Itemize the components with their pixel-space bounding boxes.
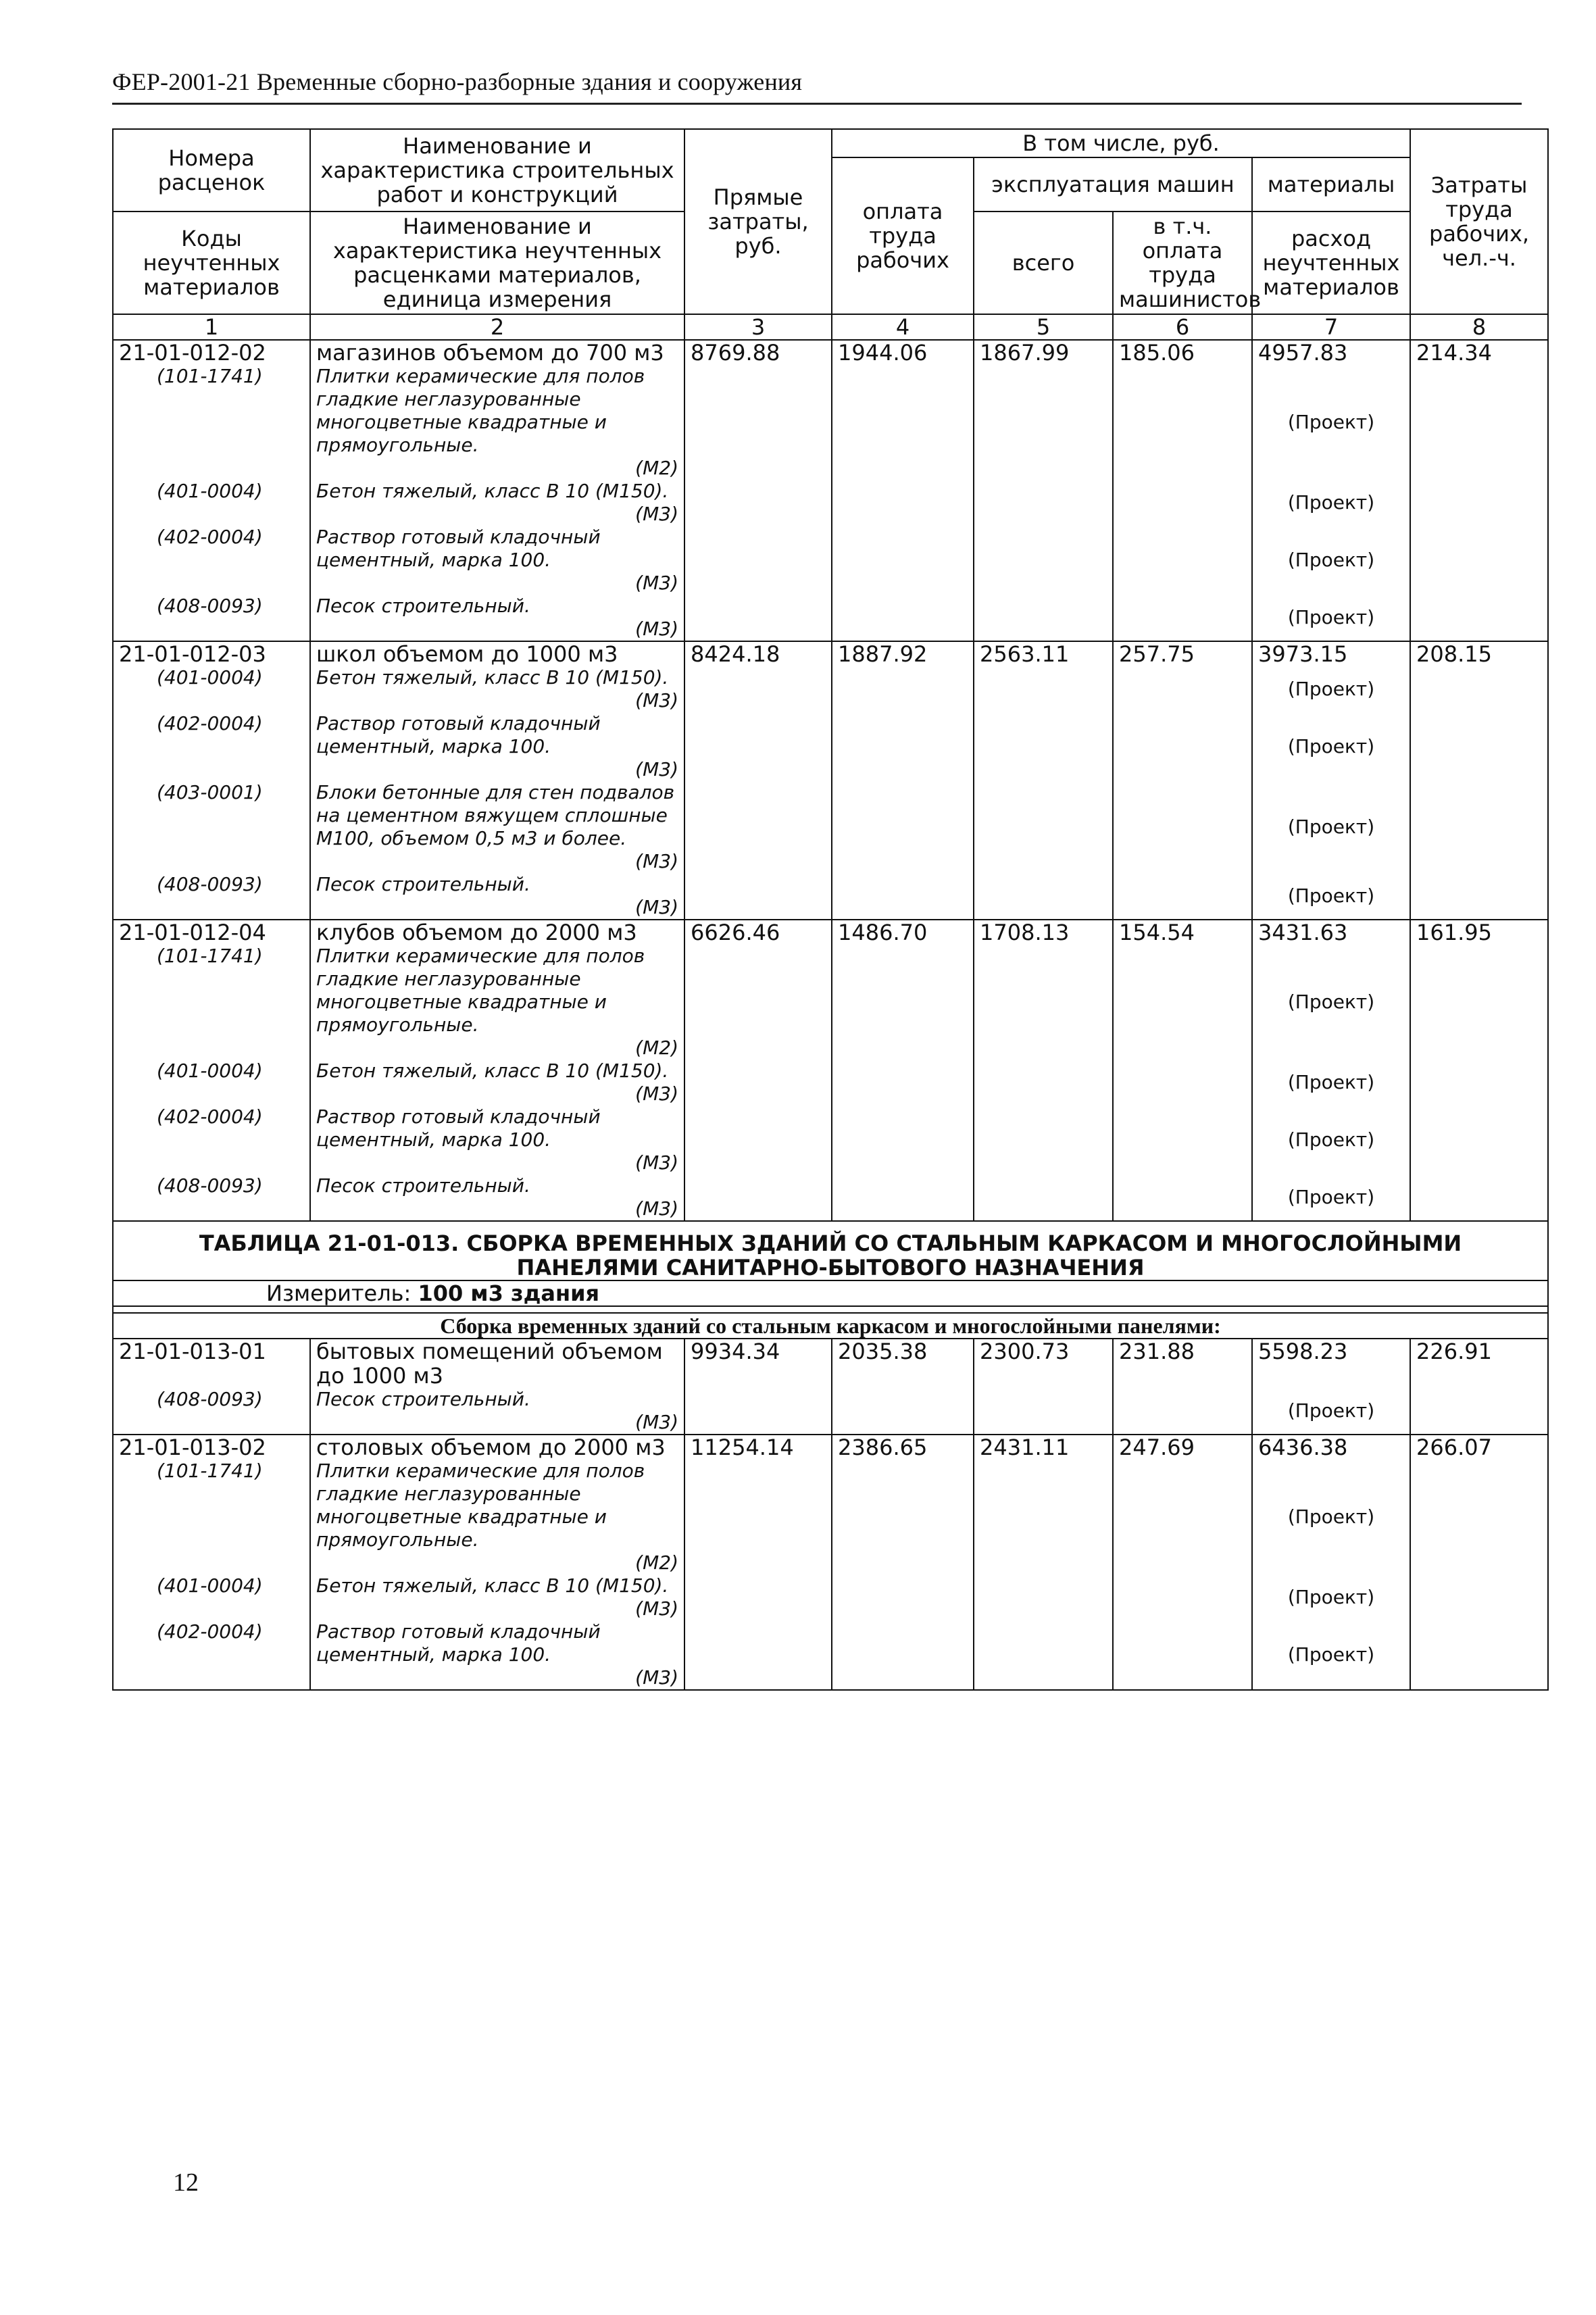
material-usage-value: (Проект) xyxy=(1287,1071,1375,1093)
material-code: (401-0004) xyxy=(157,1574,263,1597)
material-name: Раствор готовый кладочный цементный, марка 100. xyxy=(316,1105,601,1151)
rate-name-cell xyxy=(310,1339,684,1435)
rate-code-cell xyxy=(113,641,310,920)
direct-cost: 8769.88 xyxy=(691,340,780,366)
operator-pay-cell xyxy=(1113,340,1252,641)
header-material-codes: Коды неучтенных материалов xyxy=(113,211,310,314)
header-machines-total: всего xyxy=(974,211,1113,314)
material-unit: (М2) xyxy=(635,457,678,479)
material-code: (403-0001) xyxy=(157,781,263,803)
labor-hours-cell xyxy=(1410,1435,1548,1690)
rate-name: школ объемом до 1000 м3 xyxy=(316,641,618,667)
column-number: 8 xyxy=(1410,314,1548,340)
material-name: Песок строительный. xyxy=(316,1174,530,1197)
direct-cost-cell xyxy=(684,1339,832,1435)
machines-total: 2300.73 xyxy=(980,1339,1070,1364)
material-usage-value: (Проект) xyxy=(1287,1186,1375,1208)
rate-name-cell xyxy=(310,1435,684,1690)
material-usage-value: (Проект) xyxy=(1287,549,1375,571)
material-name: Бетон тяжелый, класс В 10 (М150). xyxy=(316,480,669,502)
machines-total-cell xyxy=(974,641,1113,920)
operator-pay: 185.06 xyxy=(1119,340,1195,366)
material-usage-value: (Проект) xyxy=(1287,1505,1375,1528)
material-unit: (М3) xyxy=(635,1597,678,1620)
worker-pay: 1486.70 xyxy=(838,920,928,945)
material-unit: (М2) xyxy=(635,1037,678,1059)
rate-row xyxy=(113,340,1548,641)
machines-total: 2563.11 xyxy=(980,641,1070,667)
material-usage-value: (Проект) xyxy=(1287,491,1375,514)
material-usage-value: (Проект) xyxy=(1287,678,1375,700)
rate-code-cell xyxy=(113,340,310,641)
direct-cost: 9934.34 xyxy=(691,1339,780,1364)
rate-code: 21-01-013-01 xyxy=(119,1339,266,1364)
column-number: 4 xyxy=(832,314,974,340)
measure-value: 100 м3 здания xyxy=(418,1280,600,1306)
material-code: (408-0093) xyxy=(157,1388,263,1410)
rate-code-cell xyxy=(113,1339,310,1435)
worker-pay: 2386.65 xyxy=(838,1435,928,1460)
worker-pay-cell xyxy=(832,1435,974,1690)
header-material-names: Наименование и характеристика неучтенных расценками материалов, единица измерения xyxy=(310,211,684,314)
material-usage-value: (Проект) xyxy=(1287,816,1375,838)
machines-total-cell xyxy=(974,920,1113,1221)
machines-total-cell xyxy=(974,1339,1113,1435)
operator-pay-cell xyxy=(1113,641,1252,920)
labor-hours: 226.91 xyxy=(1416,1339,1492,1364)
header-rule xyxy=(112,103,1522,105)
labor-hours: 214.34 xyxy=(1416,340,1492,366)
worker-pay: 1887.92 xyxy=(838,641,928,667)
header-rate-numbers: Номера расценок xyxy=(113,129,310,211)
column-number: 2 xyxy=(310,314,684,340)
labor-hours-cell xyxy=(1410,1339,1548,1435)
rate-name: бытовых помещений объемом до 1000 м3 xyxy=(316,1339,663,1389)
header-material-usage: расход неучтенных материалов xyxy=(1252,211,1410,314)
material-unit: (М3) xyxy=(635,503,678,525)
labor-hours-cell xyxy=(1410,641,1548,920)
column-number: 3 xyxy=(684,314,832,340)
material-usage-value: (Проект) xyxy=(1287,885,1375,907)
material-name: Раствор готовый кладочный цементный, марка 100. xyxy=(316,712,601,757)
rate-code: 21-01-012-04 xyxy=(119,920,266,945)
material-usage-value: (Проект) xyxy=(1287,991,1375,1013)
operator-pay-cell xyxy=(1113,1339,1252,1435)
table-header xyxy=(113,129,1548,340)
material-cost: 3431.63 xyxy=(1258,920,1348,945)
header-direct-costs: Прямые затраты, руб. xyxy=(684,129,832,314)
labor-hours-cell xyxy=(1410,340,1548,641)
rate-name: клубов объемом до 2000 м3 xyxy=(316,920,637,945)
header-work-name: Наименование и характеристика строительных работ и конструкций xyxy=(310,129,684,211)
rate-row xyxy=(113,1435,1548,1690)
header-operator-pay: в т.ч. оплата труда машинистов xyxy=(1113,211,1252,314)
operator-pay-cell xyxy=(1113,920,1252,1221)
material-name: Плитки керамические для полов гладкие неглазурованные многоцветные квадратные и прямоугольные. xyxy=(316,365,645,456)
material-name: Плитки керамические для полов гладкие неглазурованные многоцветные квадратные и прямоугольные. xyxy=(316,1460,645,1551)
header-labor-hours: Затраты труда рабочих, чел.-ч. xyxy=(1410,129,1548,314)
rates-table xyxy=(112,128,1549,1691)
machines-total-cell xyxy=(974,1435,1113,1690)
material-usage-value: (Проект) xyxy=(1287,1399,1375,1422)
rate-code-cell xyxy=(113,1435,310,1690)
column-number: 7 xyxy=(1252,314,1410,340)
operator-pay-cell xyxy=(1113,1435,1252,1690)
rate-code-cell xyxy=(113,920,310,1221)
operator-pay: 154.54 xyxy=(1119,920,1195,945)
material-code: (401-0004) xyxy=(157,1060,263,1082)
material-code: (408-0093) xyxy=(157,1174,263,1197)
direct-cost-cell xyxy=(684,340,832,641)
table-013-heading xyxy=(113,1221,1548,1339)
material-name: Раствор готовый кладочный цементный, марка 100. xyxy=(316,526,601,571)
machines-total: 1867.99 xyxy=(980,340,1070,366)
section-title: Сборка временных зданий со стальным каркасом и многослойными панелями: xyxy=(113,1313,1548,1339)
material-name: Бетон тяжелый, класс В 10 (М150). xyxy=(316,1574,669,1597)
material-code: (402-0004) xyxy=(157,712,263,735)
rate-code: 21-01-012-02 xyxy=(119,340,266,366)
material-name: Песок строительный. xyxy=(316,873,530,895)
spacer-row xyxy=(113,1306,1548,1313)
worker-pay-cell xyxy=(832,920,974,1221)
header-materials: материалы xyxy=(1252,157,1410,211)
material-unit: (М3) xyxy=(635,850,678,872)
material-name: Плитки керамические для полов гладкие неглазурованные многоцветные квадратные и прямоугольные. xyxy=(316,945,645,1036)
material-usage-value: (Проект) xyxy=(1287,1586,1375,1608)
material-cost: 4957.83 xyxy=(1258,340,1348,366)
rate-name: магазинов объемом до 700 м3 xyxy=(316,340,664,366)
operator-pay: 247.69 xyxy=(1119,1435,1195,1460)
material-unit: (М3) xyxy=(635,1151,678,1174)
material-cost: 5598.23 xyxy=(1258,1339,1348,1364)
table-title: ТАБЛИЦА 21-01-013. СБОРКА ВРЕМЕННЫХ ЗДАНИЙ СО СТАЛЬНЫМ КАРКАСОМ И МНОГОСЛОЙНЫМИ ПАНЕЛЯМИ САНИТАРНО-БЫТОВОГО НАЗНАЧЕНИЯ xyxy=(113,1221,1548,1280)
material-cost-cell xyxy=(1252,920,1410,1221)
material-code: (101-1741) xyxy=(157,365,263,387)
measure-line xyxy=(113,1280,1548,1306)
rows-table-013 xyxy=(113,1339,1548,1690)
running-header: ФЕР-2001-21 Временные сборно-разборные здания и сооружения xyxy=(112,68,803,95)
direct-cost: 6626.46 xyxy=(691,920,780,945)
material-usage-value: (Проект) xyxy=(1287,606,1375,628)
machines-total: 2431.11 xyxy=(980,1435,1070,1460)
direct-cost: 11254.14 xyxy=(691,1435,794,1460)
material-usage-value: (Проект) xyxy=(1287,1128,1375,1151)
material-cost-cell xyxy=(1252,641,1410,920)
header-including: В том числе, руб. xyxy=(832,129,1410,157)
worker-pay-cell xyxy=(832,340,974,641)
operator-pay: 257.75 xyxy=(1119,641,1195,667)
worker-pay-cell xyxy=(832,1339,974,1435)
rate-name-cell xyxy=(310,340,684,641)
rows-table-012 xyxy=(113,340,1548,1221)
labor-hours: 266.07 xyxy=(1416,1435,1492,1460)
direct-cost-cell xyxy=(684,641,832,920)
material-name: Блоки бетонные для стен подвалов на цементном вяжущем сплошные М100, объемом 0,5 м3 и более. xyxy=(316,781,675,849)
header-worker-pay: оплата труда рабочих xyxy=(832,157,974,314)
rate-name: столовых объемом до 2000 м3 xyxy=(316,1435,666,1460)
material-cost: 3973.15 xyxy=(1258,641,1348,667)
rate-name-cell xyxy=(310,641,684,920)
material-name: Песок строительный. xyxy=(316,1388,530,1410)
material-code: (402-0004) xyxy=(157,1105,263,1128)
column-number: 6 xyxy=(1113,314,1252,340)
material-code: (401-0004) xyxy=(157,480,263,502)
material-unit: (М3) xyxy=(635,572,678,594)
rate-row xyxy=(113,920,1548,1221)
rate-row xyxy=(113,1339,1548,1435)
column-number: 5 xyxy=(974,314,1113,340)
rate-row xyxy=(113,641,1548,920)
material-name: Бетон тяжелый, класс В 10 (М150). xyxy=(316,666,669,689)
page-number: 12 xyxy=(173,2168,199,2197)
column-number: 1 xyxy=(113,314,310,340)
material-unit: (М3) xyxy=(635,689,678,712)
material-code: (408-0093) xyxy=(157,873,263,895)
operator-pay: 231.88 xyxy=(1119,1339,1195,1364)
material-usage-value: (Проект) xyxy=(1287,735,1375,757)
material-name: Песок строительный. xyxy=(316,595,530,617)
material-usage-value: (Проект) xyxy=(1287,411,1375,433)
machines-total-cell xyxy=(974,340,1113,641)
material-usage-value: (Проект) xyxy=(1287,1643,1375,1666)
worker-pay: 2035.38 xyxy=(838,1339,928,1364)
material-code: (401-0004) xyxy=(157,666,263,689)
material-unit: (М3) xyxy=(635,618,678,640)
measure-label: Измеритель: xyxy=(266,1280,412,1306)
header-machines: эксплуатация машин xyxy=(974,157,1252,211)
labor-hours-cell xyxy=(1410,920,1548,1221)
direct-cost-cell xyxy=(684,1435,832,1690)
material-code: (101-1741) xyxy=(157,1460,263,1482)
material-code: (402-0004) xyxy=(157,526,263,548)
labor-hours: 161.95 xyxy=(1416,920,1492,945)
direct-cost: 8424.18 xyxy=(691,641,780,667)
material-cost-cell xyxy=(1252,340,1410,641)
material-name: Бетон тяжелый, класс В 10 (М150). xyxy=(316,1060,669,1082)
material-code: (408-0093) xyxy=(157,595,263,617)
machines-total: 1708.13 xyxy=(980,920,1070,945)
material-name: Раствор готовый кладочный цементный, марка 100. xyxy=(316,1620,601,1666)
material-unit: (М3) xyxy=(635,1082,678,1105)
material-unit: (М3) xyxy=(635,1197,678,1220)
rate-code: 21-01-013-02 xyxy=(119,1435,266,1460)
material-cost-cell xyxy=(1252,1339,1410,1435)
rate-code: 21-01-012-03 xyxy=(119,641,266,667)
direct-cost-cell xyxy=(684,920,832,1221)
material-unit: (М3) xyxy=(635,758,678,780)
material-code: (402-0004) xyxy=(157,1620,263,1643)
worker-pay-cell xyxy=(832,641,974,920)
material-unit: (М2) xyxy=(635,1551,678,1574)
material-code: (101-1741) xyxy=(157,945,263,967)
material-unit: (М3) xyxy=(635,896,678,918)
material-cost: 6436.38 xyxy=(1258,1435,1348,1460)
material-unit: (М3) xyxy=(635,1666,678,1689)
labor-hours: 208.15 xyxy=(1416,641,1492,667)
material-cost-cell xyxy=(1252,1435,1410,1690)
rate-name-cell xyxy=(310,920,684,1221)
worker-pay: 1944.06 xyxy=(838,340,928,366)
material-unit: (М3) xyxy=(635,1411,678,1433)
